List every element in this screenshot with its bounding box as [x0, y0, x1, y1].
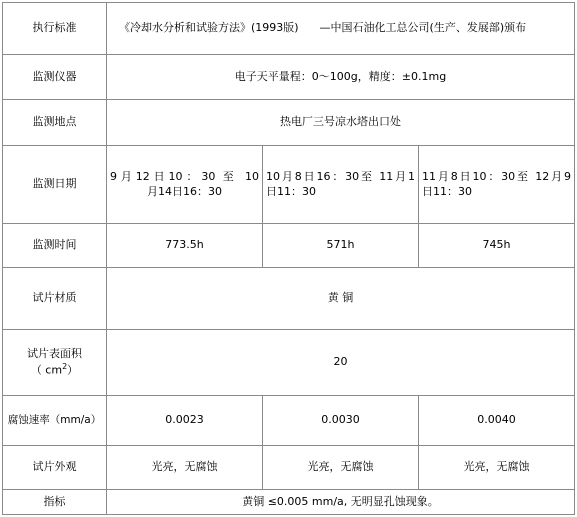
area-unit-sup: 2: [62, 361, 68, 371]
corrosion-value-3: 0.0040: [419, 396, 575, 446]
row-instrument: [3, 55, 575, 100]
area-label-unit: [3, 362, 106, 379]
date-period-2-line2: 日11：30: [266, 184, 316, 198]
material-label: 试片材质: [3, 268, 107, 330]
corrosion-value-2: 0.0030: [263, 396, 419, 446]
row-location: [3, 100, 575, 146]
row-duration: [3, 224, 575, 268]
location-label: 监测地点: [3, 100, 107, 146]
date-period-1-line1: 9月12日10：30 至 10: [110, 169, 259, 183]
duration-label: 监测时间: [3, 224, 107, 268]
duration-value-1: 773.5h: [107, 224, 263, 268]
date-period-3-line2: 日11：30: [422, 184, 472, 198]
criterion-value: 黄铜 ≤0.005 mm/a, 无明显孔蚀现象。: [107, 490, 575, 515]
area-unit-open: （ cm: [30, 363, 63, 377]
appearance-value-3: 光亮，无腐蚀: [419, 446, 575, 490]
row-standard: [3, 3, 575, 55]
location-value: 热电厂三号凉水塔出口处: [107, 100, 575, 146]
duration-value-3: 745h: [419, 224, 575, 268]
date-period-1-line2: 月14日16：30: [147, 184, 222, 198]
row-corrosion: [3, 396, 575, 446]
row-criterion: [3, 490, 575, 515]
duration-value-2: 571h: [263, 224, 419, 268]
criterion-label: 指标: [3, 490, 107, 515]
date-period-1: [107, 146, 263, 224]
monitoring-table: [2, 2, 575, 515]
corrosion-label: 腐蚀速率（mm/a）: [3, 396, 107, 446]
appearance-value-2: 光亮，无腐蚀: [263, 446, 419, 490]
date-period-2-line1: 10月8日16：30至 11月1: [266, 169, 415, 183]
area-unit-close: ）: [67, 363, 79, 377]
material-value: 黄 铜: [107, 268, 575, 330]
date-period-3: [419, 146, 575, 224]
row-material: [3, 268, 575, 330]
appearance-value-1: 光亮，无腐蚀: [107, 446, 263, 490]
appearance-label: 试片外观: [3, 446, 107, 490]
instrument-value: 电子天平量程：0～100g，精度：±0.1mg: [107, 55, 575, 100]
area-value: 20: [107, 330, 575, 396]
area-label: [3, 330, 107, 396]
instrument-label: 监测仪器: [3, 55, 107, 100]
standard-value: 《冷却水分析和试验方法》(1993版) —中国石油化工总公司(生产、发展部)颁布: [107, 3, 575, 55]
standard-label: 执行标准: [3, 3, 107, 55]
row-appearance: [3, 446, 575, 490]
row-dates: [3, 146, 575, 224]
date-period-3-line1: 11月8日10：30至 12月9: [422, 169, 571, 183]
corrosion-value-1: 0.0023: [107, 396, 263, 446]
dates-label: 监测日期: [3, 146, 107, 224]
area-label-line1: 试片表面积: [27, 346, 82, 360]
date-period-2: [263, 146, 419, 224]
row-area: [3, 330, 575, 396]
